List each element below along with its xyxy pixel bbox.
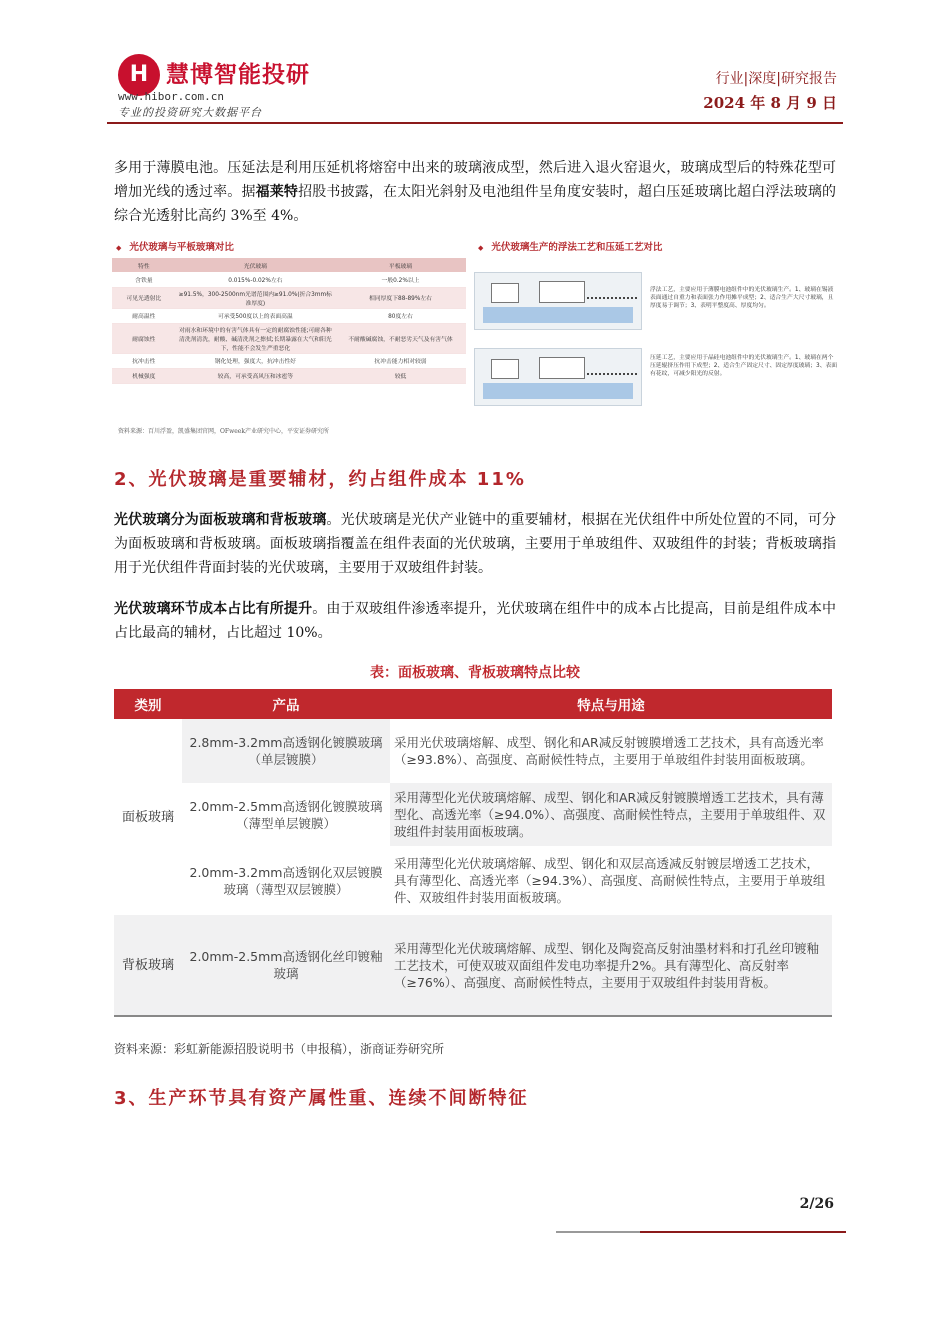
company-logo [118,54,328,119]
report-type: 行业|深度|研究报告 [715,71,837,87]
table-title: 表：面板玻璃、背板玻璃特点比较 [370,665,580,681]
logo-mark-icon: H [118,54,160,96]
mini-table-header: 平板玻璃 [335,258,466,272]
table-bottom-border [114,1015,832,1017]
category-back-glass: 背板玻璃 [114,915,182,1015]
mini-table-row: 可见光透射比 ≥91.5%，300-2500nm光谱范围内≥91.0%(折合3mm标准厚度) 相同厚度下88-89%左右 [112,287,466,308]
figure-right-title: ◆ 光伏玻璃生产的浮法工艺和压延工艺对比 [478,242,663,253]
table-header-feature: 特点与用途 [390,689,832,719]
rolled-process-diagram [474,348,642,406]
table-row [114,915,832,1015]
feature-cell: 采用光伏玻璃熔解、成型、钢化和AR减反射镀膜增透工艺技术，具有高透光率（≥93.8%）、高强度、高耐候性特点，主要用于单玻组件封装用面板玻璃。 [390,719,832,783]
footer-divider-red [640,1231,846,1233]
float-process-desc: 浮法工艺，主要应用于薄膜电池组件中的光伏玻璃生产。1、玻璃在锡液表面通过自重力和表面张力作用摊平成型；2、适合生产大尺寸玻璃，且厚度易于调节；3、表明平整度高、厚度均匀。 [650,287,834,309]
header-divider [107,122,843,124]
product-cell: 2.0mm-2.5mm高透钢化丝印镀釉玻璃 [182,915,390,1015]
table-header-category: 类别 [114,689,182,719]
table-source: 资料来源：彩虹新能源招股说明书（申报稿），浙商证券研究所 [114,1042,445,1056]
table-row [114,719,832,783]
tin-bath-shape [539,281,585,303]
feature-cell: 采用薄型化光伏玻璃熔解、成型、钢化及陶瓷高反射油墨材料和打孔丝印镀釉工艺技术，可使双玻双面组件发电功率提升2%。具有薄型化、高反射率（≥76%）、高强度、高耐候性特点，主要用于双玻组件封装用背板。 [390,915,832,1015]
mini-table-row: 耐高温性 可承受500度以上的表面高温 80度左右 [112,308,466,323]
mini-table-row: 耐腐蚀性 对雨水和环境中的有害气体具有一定的耐腐蚀性能;可耐各种清洗剂清洗，耐酸、碱清洗剂之擦拭;长期暴露在大气和阳光下，性能不会发生严重恶化 不耐酸碱腐蚀，不耐恶劣天气及有害气体 [112,323,466,353]
section-2-paragraph-2: 光伏玻璃环节成本占比有所提升。由于双玻组件渗透率提升，光伏玻璃在组件中的成本占比提高，目前是组件成本中占比最高的辅材，占比超过 10%。 [114,601,837,641]
logo-url: www.hibor.com.cn [118,90,224,103]
glass-melt-shape [483,383,633,399]
product-cell: 2.0mm-3.2mm高透钢化双层镀膜玻璃（薄型双层镀膜） [182,846,390,915]
page-number: 2/26 [799,1196,834,1212]
glass-comparison-table-wrap [114,689,832,1017]
feature-cell: 采用薄型化光伏玻璃熔解、成型、钢化和双层高透减反射镀层增透工艺技术，具有薄型化、高透光率（≥94.3%）、高强度、高耐候性特点，主要用于单玻组件、双玻组件封装用面板玻璃。 [390,846,832,915]
product-cell: 2.0mm-2.5mm高透钢化镀膜玻璃（薄型单层镀膜） [182,783,390,846]
figure-left-source: 资料来源：百川浮盈，凯盛集团官网，OFweek产业研究中心，平安证券研究所 [118,428,329,435]
mini-table-row: 含铁量 0.015%-0.02%左右 一般0.2%以上 [112,272,466,287]
report-date: 2024 年 8 月 9 日 [703,94,837,112]
mini-table-row: 机械强度 较高，可承受高风压和冰雹等 较低 [112,368,466,383]
pv-flat-glass-table [112,258,466,384]
figure-pv-vs-flat-glass [112,238,466,438]
tin-liquid-shape [483,307,633,323]
roller-line [587,297,637,303]
figure-left-title: ◆ 光伏玻璃与平板玻璃对比 [116,242,234,253]
furnace-shape [491,283,519,303]
section-2-heading: 2、光伏玻璃是重要辅材，约占组件成本 11% [114,469,526,490]
roller-line [587,373,637,379]
logo-name: 慧博智能投研 [166,62,310,88]
diamond-icon: ◆ [478,244,484,252]
table-row [114,846,832,915]
header-info [703,68,837,113]
table-header-product: 产品 [182,689,390,719]
section-3-heading: 3、生产环节具有资产属性重、连续不间断特征 [114,1088,529,1109]
calender-shape [539,357,585,379]
intro-text-after: 招股书披露，在太阳光斜射及电池组件呈角度安装时，超白压延玻璃比超白浮法玻璃的综合光透射比高约 3%至 4%。 [114,184,837,224]
section-2-paragraph-1: 光伏玻璃分为面板玻璃和背板玻璃。光伏玻璃是光伏产业链中的重要辅材，根据在光伏组件中所处位置的不同，可分为面板玻璃和背板玻璃。面板玻璃指覆盖在组件表面的光伏玻璃，主要用于单玻组件、双玻组件的封装；背板玻璃指用于光伏组件背面封装的光伏玻璃，主要用于双玻组件封装。 [114,512,837,576]
intro-text-before: 多用于薄膜电池。压延法是利用压延机将熔窑中出来的玻璃液成型，然后进入退火窑退火，玻璃成型后的特殊花型可增加光线的透过率。据 [114,160,836,200]
mini-table-row: 抗冲击性 钢化处理，强度大，抗冲击性好 抗冲击能力相对较弱 [112,353,466,368]
intro-bold: 福莱特 [255,184,299,200]
glass-comparison-table [114,689,832,1015]
logo-slogan: 专业的投资研究大数据平台 [118,106,262,119]
feature-cell: 采用薄型化光伏玻璃熔解、成型、钢化和AR减反射镀膜增透工艺技术，具有薄型化、高透光率（≥94.0%）、高强度、高耐候性特点，主要用于单玻组件、双玻组件封装用面板玻璃。 [390,783,832,846]
diamond-icon: ◆ [116,244,122,252]
furnace-shape [491,359,519,379]
footer-divider-gray [556,1231,640,1233]
category-front-glass: 面板玻璃 [114,719,182,915]
table-row [114,783,832,846]
mini-table-header: 特性 [112,258,176,272]
figure-float-vs-rolled-process [474,238,838,418]
rolled-process-desc: 压延工艺，主要应用于晶硅电池组件中的光伏玻璃生产。1、玻璃在两个压延辊挤压作用下成型；2、适合生产固定尺寸、固定厚度玻璃；3、表面有花纹，可减少阳光的反射。 [650,355,838,377]
intro-paragraph [114,156,836,228]
product-cell: 2.8mm-3.2mm高透钢化镀膜玻璃（单层镀膜） [182,719,390,783]
mini-table-header: 光伏玻璃 [176,258,335,272]
float-process-diagram [474,272,642,330]
